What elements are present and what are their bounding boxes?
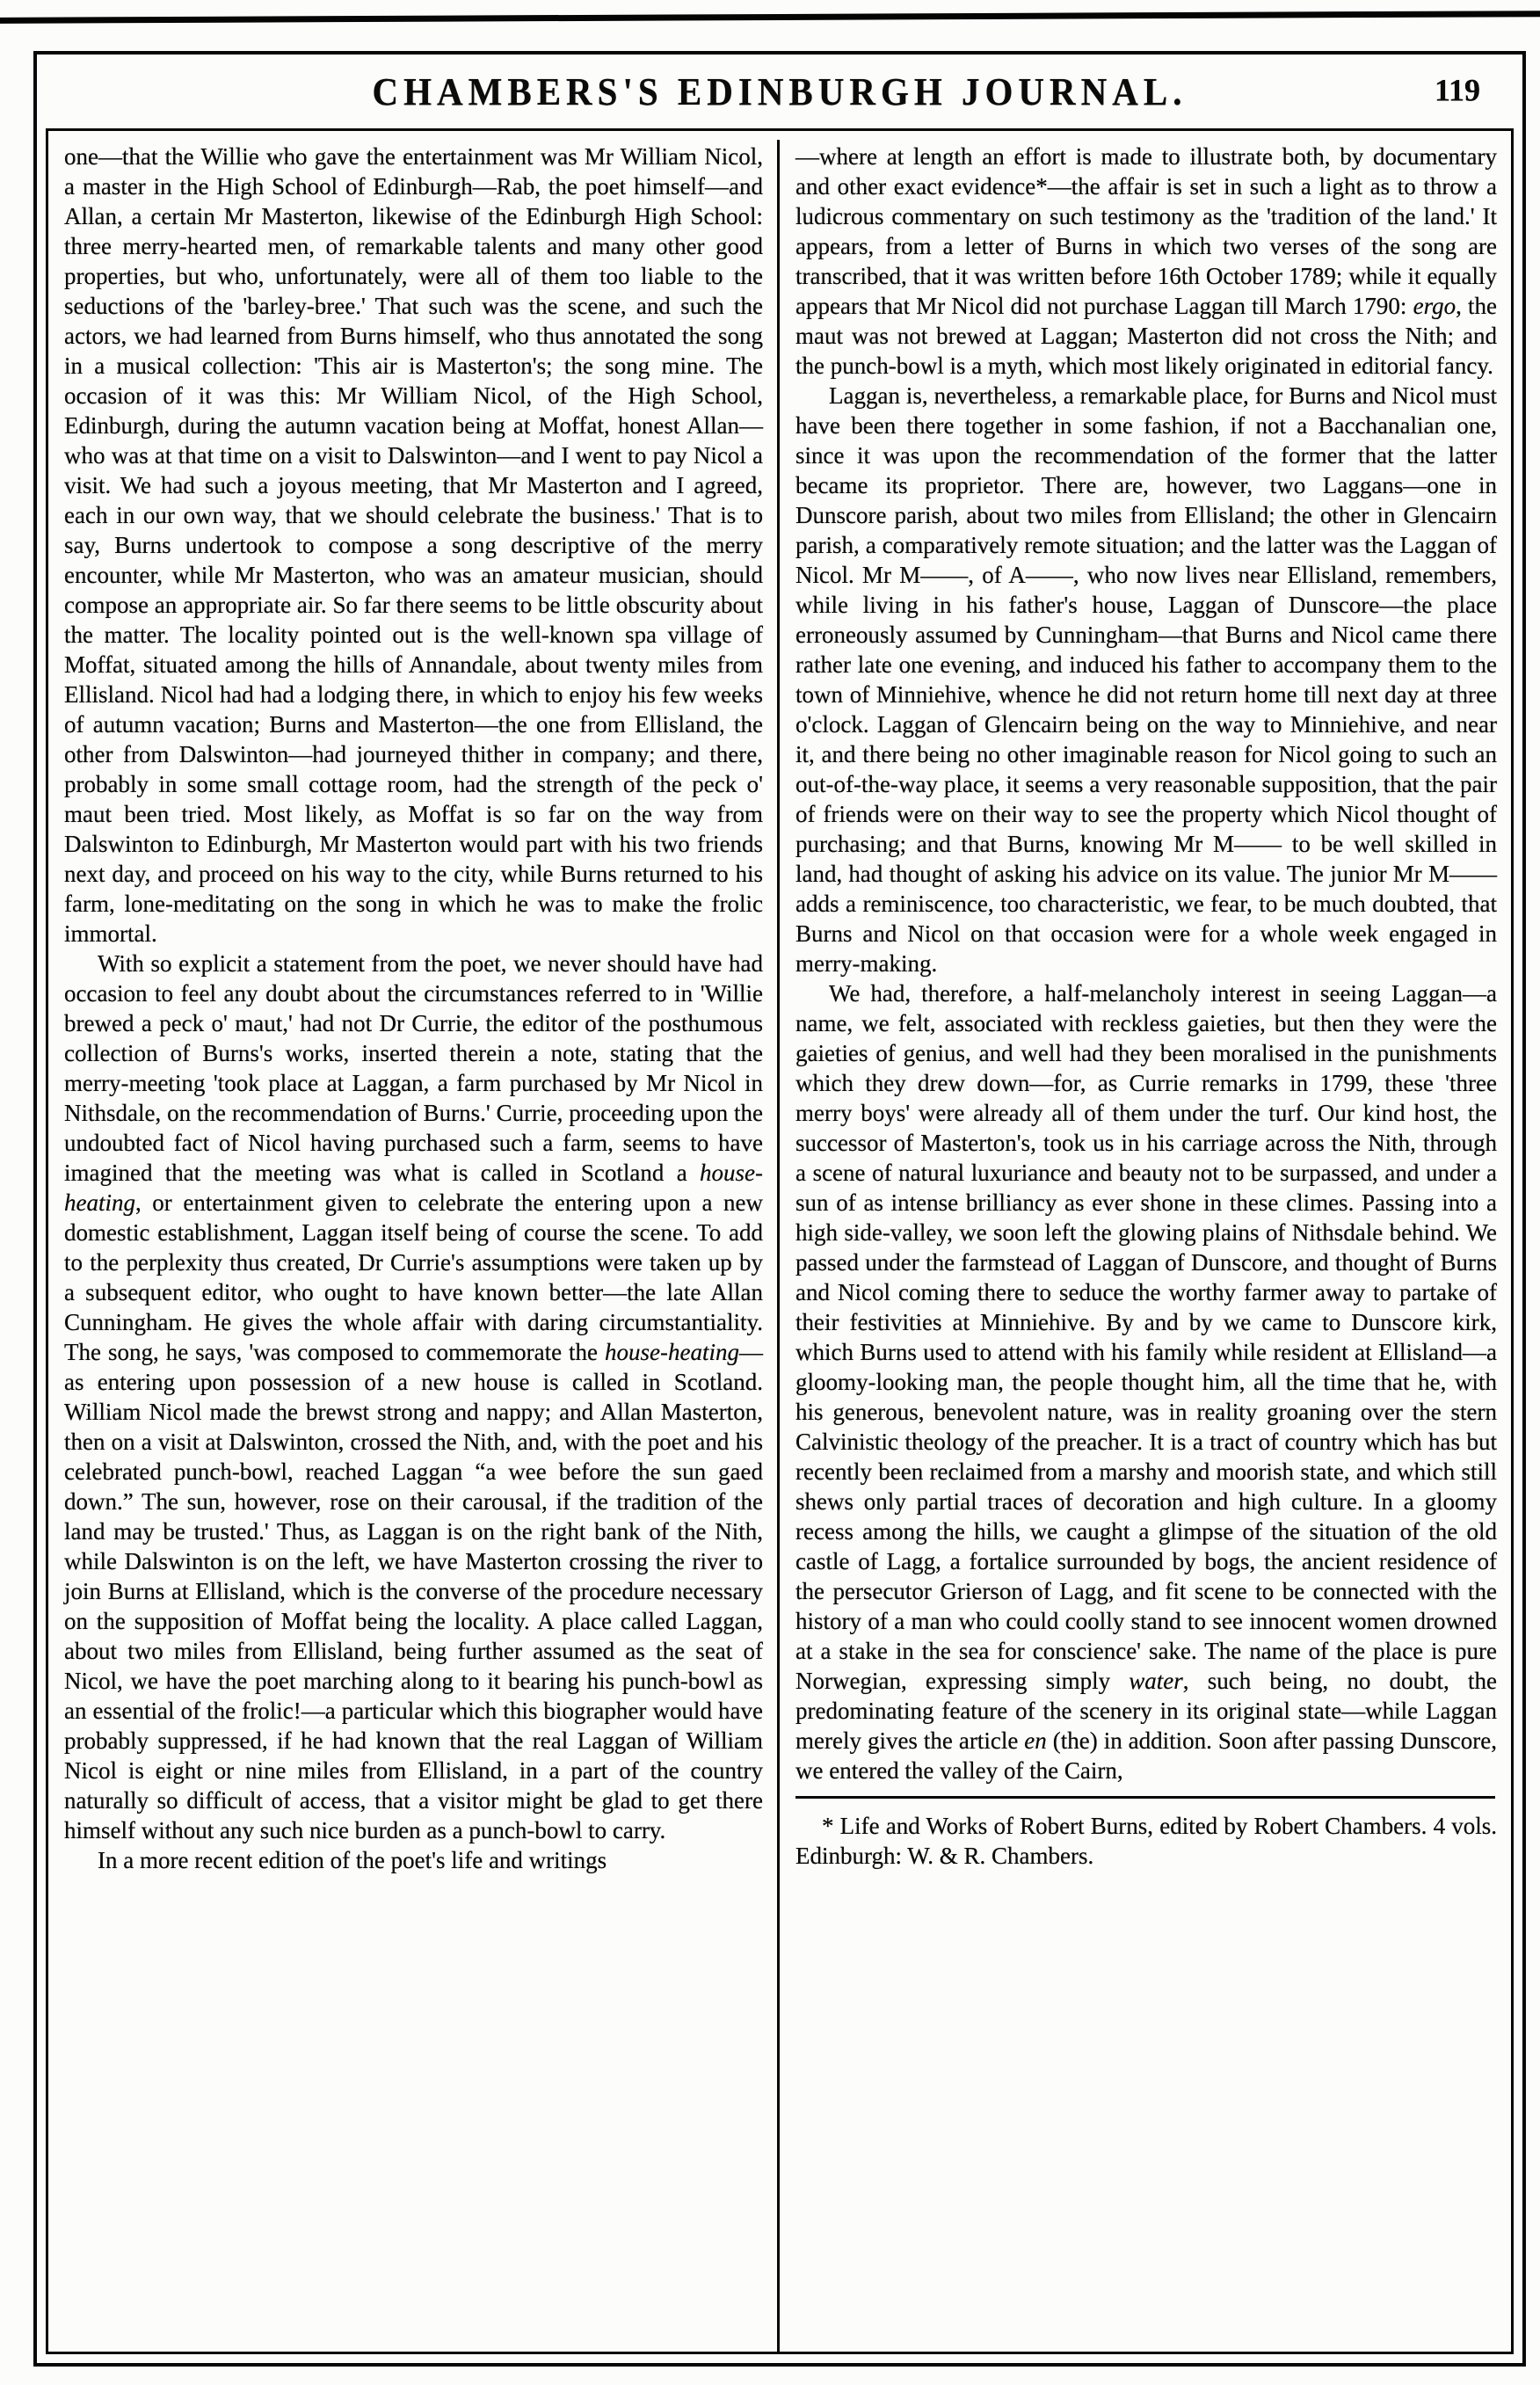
paragraph: one—that the Willie who gave the entertainment was Mr William Nicol, a master in the High School of Edinburgh—Rab, the poet himself—and Allan, a certain Mr Masterton, likewise of the Edinburgh High School: three merry-hearted men, of remarkable talents and many other good properties, but who, unfortunately, were all of them too liable to the seductions of the 'barley-bree.' That such was the scene, and such the actors, we had learned from Burns himself, who thus annotated the song in a musical collection: 'This air is Masterton's; the song mine. The occasion of it was this: Mr William Nicol, of the High School, Edinburgh, during the autumn vacation being at Moffat, honest Allan—who was at that time on a visit to Dalswinton—and I went to pay Nicol a visit. We had such a joyous meeting, that Mr Masterton and I agreed, each in our own way, that we should celebrate the business.' That is to say, Burns undertook to compose a song descriptive of the merry encounter, while Mr Masterton, who was an amateur musician, should compose an appropriate air. So far there seems to be little obscurity about the matter. The locality pointed out is the well-known spa village of Moffat, situated among the hills of Annandale, about twenty miles from Ellisland. Nicol had had a lodging there, in which to enjoy his few weeks of autumn vacation; Burns and Masterton—the one from Ellisland, the other from Dalswinton—had journeyed thither in company; and there, probably in some small cottage room, had the strength of the peck o' maut been tried. Most likely, as Moffat is so far on the way from Dalswinton to Edinburgh, Mr Masterton would part with his two friends next day, and proceed on his way to the city, while Burns returned to his farm, lone-meditating on the song in which he was to make the frolic immortal. — [64, 143, 763, 947]
paragraph: Laggan is, nevertheless, a remarkable place, for Burns and Nicol must have been there together in some fashion, if not a Bacchanalian one, since it was upon the recommendation of the former that the latter became its proprietor. There are, however, two Laggans—one in Dunscore parish, about two miles from Ellisland; the other in Glencairn parish, a comparatively remote situation; and the latter was the Laggan of Nicol. Mr M——, of A——, who now lives near Ellisland, remembers, while living in his father's house, Laggan of Dunscore—the place erroneously assumed by Cunningham—that Burns and Nicol came there rather late one evening, and induced his father to accompany them to the town of Minniehive, whence he did not return home till next day at three o'clock. Laggan of Glencairn being on the way to Minniehive, and near it, and there being no other imaginable reason for Nicol going to such an out-of-the-way place, it seems a very reasonable supposition, that the pair of friends were on their way to see the property which Nicol thought of purchasing; and that Burns, knowing Mr M—— to be well skilled in land, had thought of asking his advice on its value. The junior Mr M—— adds a reminiscence, too characteristic, we fear, to be much doubted, that Burns and Nicol on that occasion were for a whole week engaged in merry-making. — [795, 382, 1497, 977]
footnote-separator-rule — [795, 1796, 1495, 1799]
paragraph: We had, therefore, a half-melancholy interest in seeing Laggan—a name, we felt, associated with reckless gaieties, but then they were the gaieties of genius, and well had they been moralised in the punishments which they drew down—for, as Currie remarks in 1799, these 'three merry boys' were already all of them under the turf. Our kind host, the successor of Masterton's, took us in his carriage across the Nith, through a scene of natural luxuriance and beauty not to be surpassed, and under a sun of as intense brilliancy as ever shone in these climes. Passing into a high side-valley, we soon left the glowing plains of Nithsdale behind. We passed under the farmstead of Laggan of Dunscore, and thought of Burns and Nicol coming there to seduce the worthy farmer away to partake of their festivities at Minniehive. By and by we came to Dunscore kirk, which Burns used to attend with his family while resident at Ellisland—a gloomy-looking man, the people thought him, all the time that he, with his generous, benevolent nature, was in reality groaning over the stern Calvinistic theology of the preacher. It is a tract of country which has but recently been reclaimed from a marshy and moorish state, and which still shews only partial traces of decoration and high culture. In a gloomy recess among the hills, we caught a glimpse of the situation of the old castle of Lagg, a fortalice surrounded by bogs, the ancient residence of the persecutor Grierson of Lagg, and fit scene to be connected with the history of a man who could coolly stand to see innocent women drowned at a stake in the sea for conscience' sake. The name of the place is pure Norwegian, expressing simply water, such being, no doubt, the predominating feature of the scenery in its original state—while Laggan merely gives the article en (the) in addition. Soon after passing Dunscore, we entered the valley of the Cairn, — [795, 980, 1498, 1784]
page-header — [37, 55, 1522, 128]
paragraph: In a more recent edition of the poet's life and writings — [98, 1847, 607, 1873]
footnote: * Life and Works of Robert Burns, edited by Robert Chambers. 4 vols. Edinburgh: W. & R. Chambers. — [795, 1813, 1497, 1869]
page-number: 119 — [1434, 72, 1480, 108]
journal-title: CHAMBERS'S EDINBURGH JOURNAL. — [372, 69, 1188, 113]
page-inner-frame — [46, 128, 1514, 2354]
paragraph: —where at length an effort is made to illustrate both, by documentary and other exact evidence*—the affair is set in such a light as to throw a ludicrous commentary on such testimony as the 'tradition of the land.' It appears, from a letter of Burns in which two verses of the song are transcribed, that it was written before 16th October 1789; while it equally appears that Mr Nicol did not purchase Laggan till March 1790: ergo, the maut was not brewed at Laggan; Masterton did not cross the Nith; and the punch-bowl is a myth, which most likely originated in editorial fancy. — [795, 143, 1497, 379]
top-scan-rule — [0, 11, 1540, 24]
page-outer-frame — [33, 51, 1526, 2367]
paragraph: With so explicit a statement from the poet, we never should have had occasion to feel any doubt about the circumstances referred to in 'Willie brewed a peck o' maut,' had not Dr Currie, the editor of the posthumous collection of Burns's works, inserted therein a note, stating that the merry-meeting 'took place at Laggan, a farm purchased by Mr Nicol in Nithsdale, on the recommendation of Burns.' Currie, proceeding upon the undoubted fact of Nicol having purchased such a farm, seems to have imagined that the meeting was what is called in Scotland a house-heating, or entertainment given to celebrate the entering upon a new domestic establishment, Laggan itself being of course the scene. To add to the perplexity thus created, Dr Currie's assumptions were taken up by a subsequent editor, who ought to have known better—the late Allan Cunningham. He gives the whole affair with daring circumstantiality. The song, he says, 'was composed to commemorate the house-heating—as entering upon possession of a new house is called in Scotland. William Nicol made the brewst strong and nappy; and Allan Masterton, then on a visit at Dalswinton, crossed the Nith, and, with the poet and his celebrated punch-bowl, reached Laggan “a wee before the sun gaed down.” The sun, however, rose on their carousal, if the tradition of the land may be trusted.' Thus, as Laggan is on the right bank of the Nith, while Dalswinton is on the left, we have Masterton crossing the river to join Burns at Ellisland, which is the converse of the procedure necessary on the supposition of Moffat being the locality. A place called Laggan, about two miles from Ellisland, being further assumed as the seat of Nicol, we have the poet marching along to it bearing his punch-bowl as an essential of the frolic!—a particular which this biographer would have probably suppressed, if he had known that the real Laggan of William Nicol is eight or nine miles from Ellisland, in a part of the country naturally so difficult of access, that a visitor might be glad to get there himself without any such nice burden as a punch-bowl to carry. — [64, 950, 763, 1843]
text-column-right — [780, 140, 1511, 2352]
text-body — [48, 131, 1511, 2352]
text-column-left — [48, 140, 777, 2352]
